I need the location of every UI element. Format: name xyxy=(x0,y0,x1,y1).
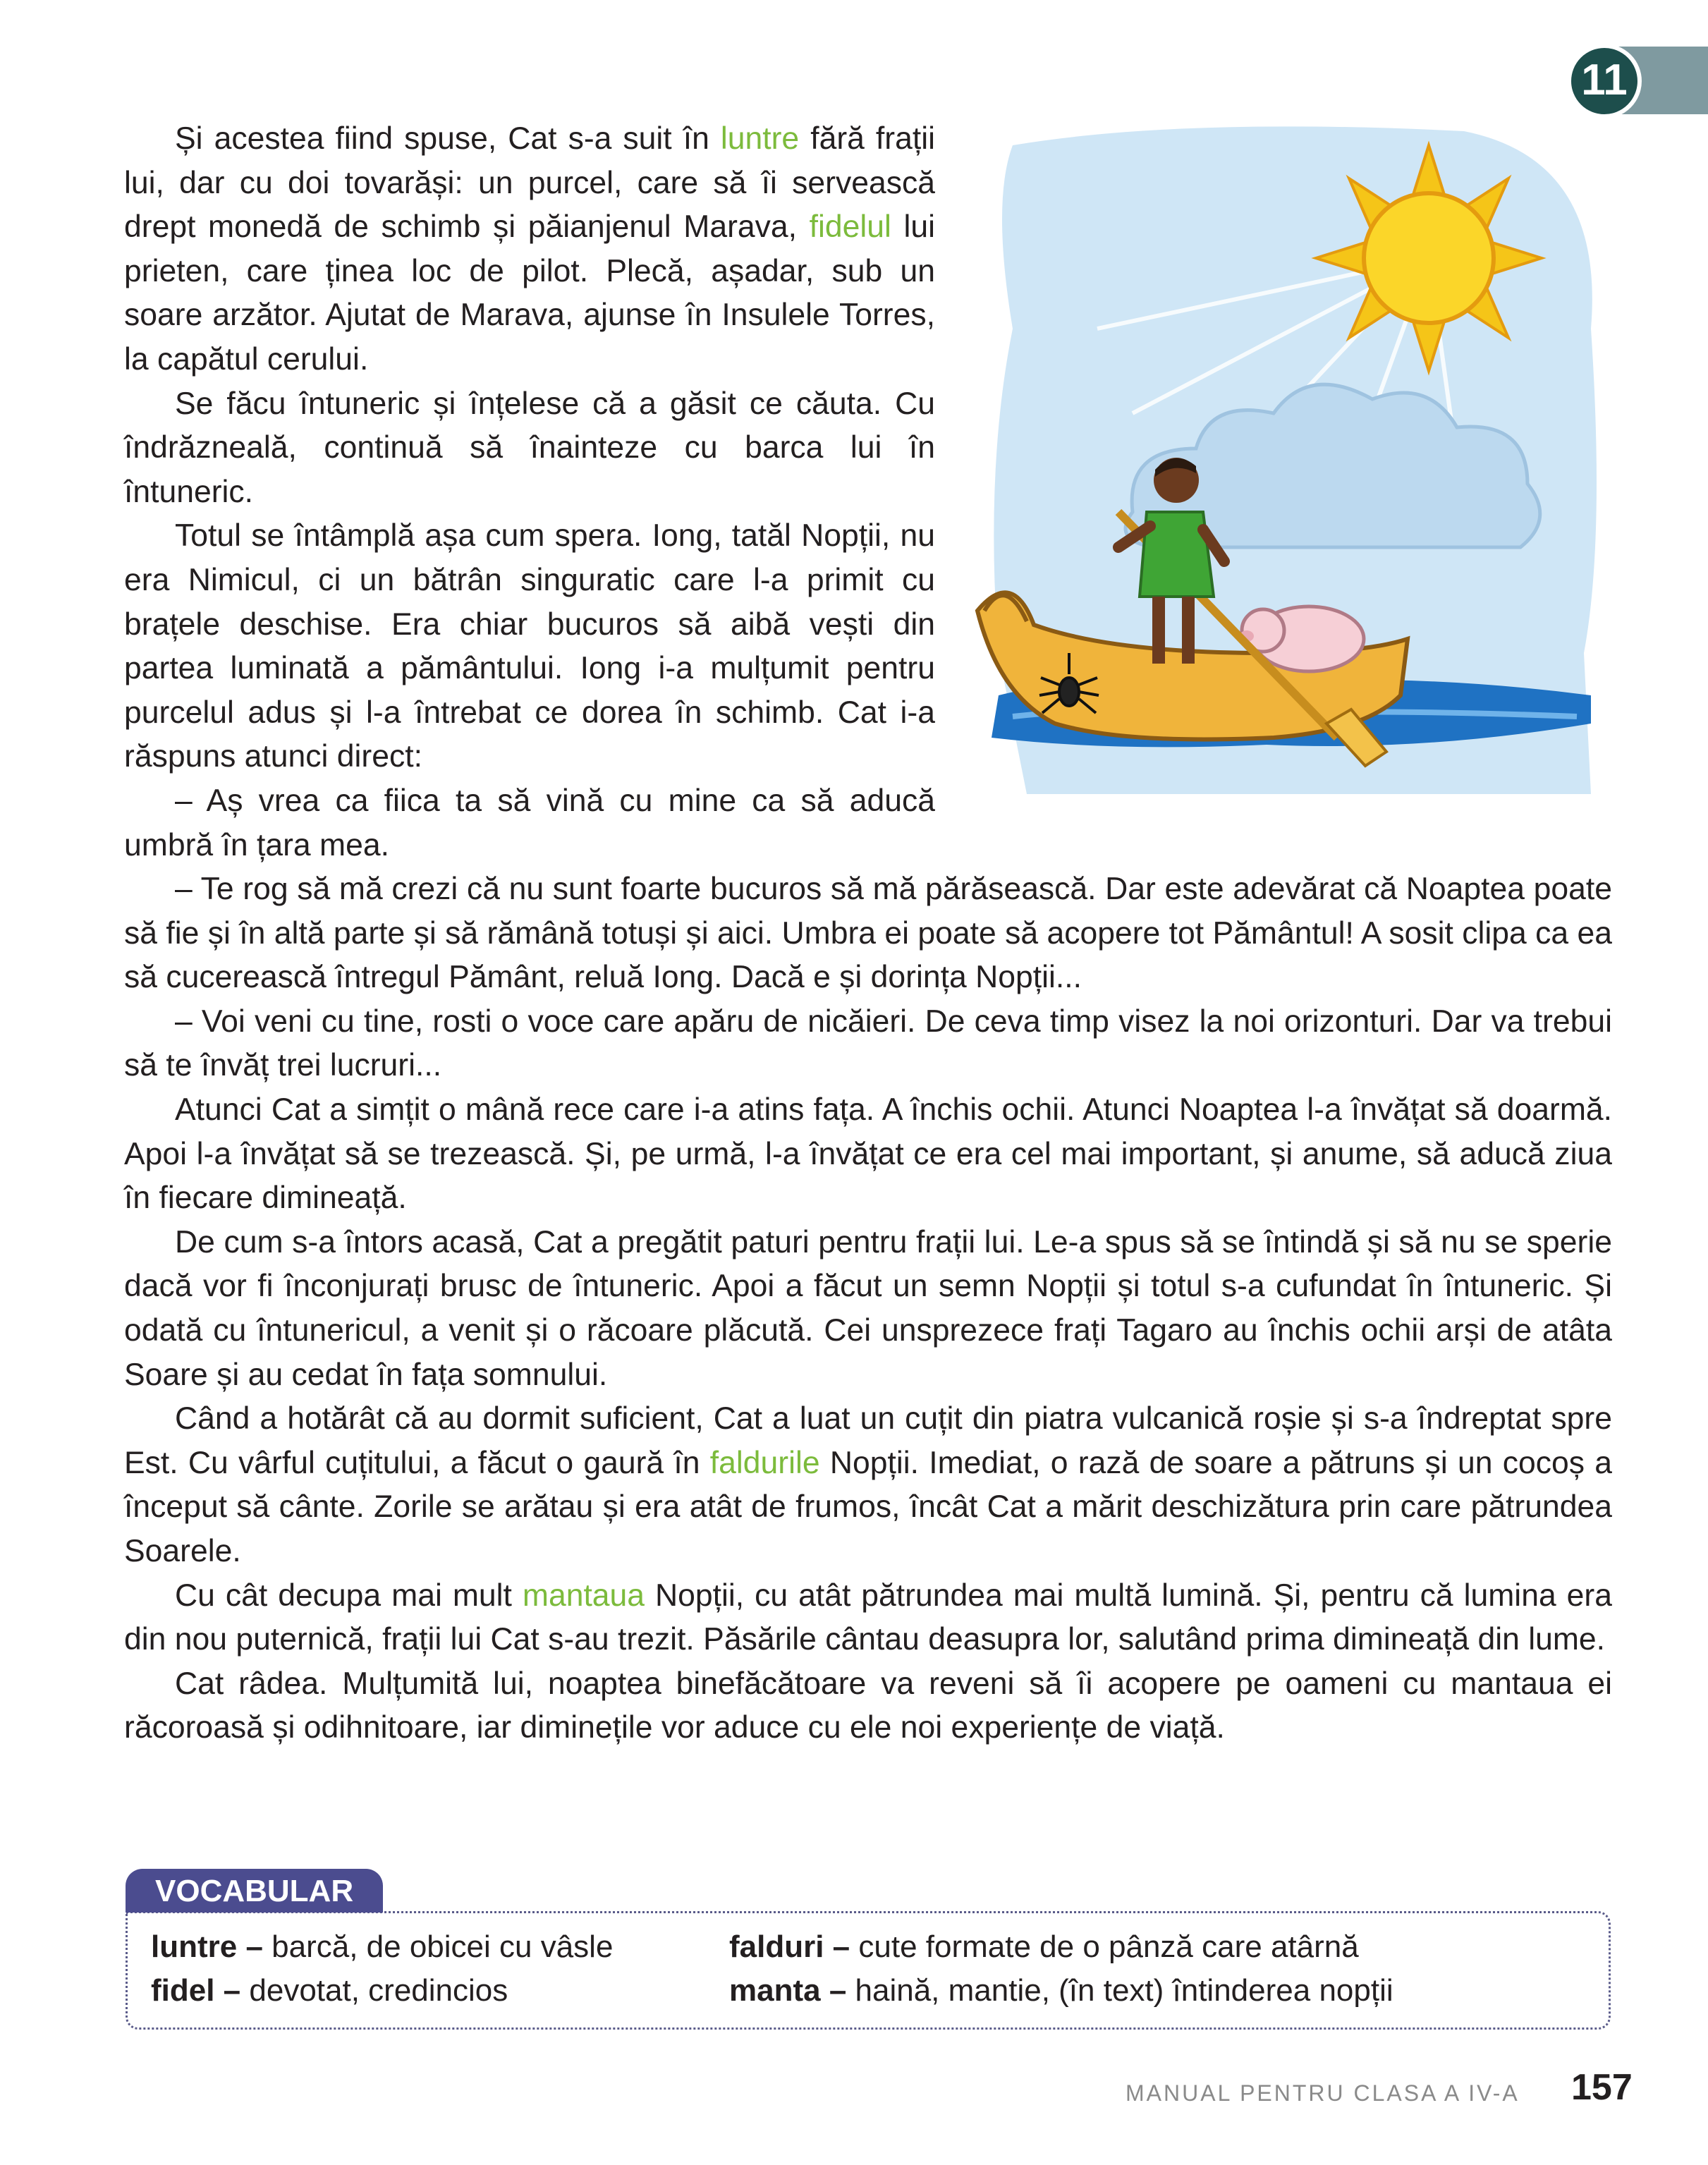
vocab-item-manta: manta – haină, mantie, (în text) întinderea nopții xyxy=(729,1973,1393,2008)
footer-manual-label: MANUAL PENTRU CLASA A IV-A xyxy=(1126,2080,1520,2106)
boat-scene-image xyxy=(970,117,1612,865)
lesson-number-badge: 11 xyxy=(1567,44,1642,118)
glossary-word-luntre: luntre xyxy=(720,121,800,156)
paragraph-10: Cu cât decupa mai mult mantaua Nopții, cu atât pătrundea mai multă lumină. Și, pentru că lumina era din nou puternică, frații lui Cat s-au trezit. Păsările cântau deasupra lor, salutând prima dimineață din lume. xyxy=(124,1578,1612,1657)
dialogue-line-1: – Aș vrea ca fiica ta să vină cu mine ca să aducă umbră în țara mea. xyxy=(124,783,935,862)
story-illustration xyxy=(970,117,1612,865)
page-number: 157 xyxy=(1571,2067,1633,2108)
vocab-item-luntre: luntre – barcă, de obicei cu vâsle xyxy=(151,1929,614,1964)
paragraph-9: Când a hotărât că au dormit suficient, Cat a luat un cuțit din piatra vulcanică roșie și s-a îndreptat spre Est. Cu vârful cuțitului, a făcut o gaură în faldurile Nopții. Imediat, o rază de soare a pătruns și un cocoș a început să cânte. Zorile se arătau și era atât de frumos, încât Cat a mărit deschizătura prin care pătrundea Soarele. xyxy=(124,1401,1612,1568)
vocab-item-fidel: fidel – devotat, credincios xyxy=(151,1973,508,2008)
vocab-item-falduri: falduri – cute formate de o pânză care atârnă xyxy=(729,1929,1359,1964)
dialogue-line-2: – Te rog să mă crezi că nu sunt foarte bucuros să mă părăsească. Dar este adevărat că Noaptea poate să fie și în altă parte și să rămână totuși și aici. Umbra ei poate să acopere tot Pământul! A sosit clipa ca ea să cucerească întregul Pământ, reluă Iong. Dacă e și dorința Nopții... xyxy=(124,872,1612,995)
glossary-word-fidelul: fidelul xyxy=(809,209,891,245)
glossary-word-mantaua: mantaua xyxy=(522,1578,645,1613)
paragraph-8: De cum s-a întors acasă, Cat a pregătit paturi pentru frații lui. Le-a spus să se întindă și să nu se sperie dacă vor fi înconjurați brusc de întuneric. Apoi a făcut un semn Nopții și totul s-a cufundat în întuneric. Și odată cu întunericul, a venit și o răcoare plăcută. Cei unsprezece frați Tagaro au închis ochii arși de atâta Soare și au cedat în fața somnului. xyxy=(124,1224,1612,1392)
paragraph-2: Se făcu întuneric și înțelese că a găsit ce căuta. Cu îndrăzneală, continuă să înainteze cu barca lui în întuneric. xyxy=(124,386,935,509)
glossary-word-faldurile: faldurile xyxy=(709,1445,820,1480)
story-text xyxy=(124,117,1612,1750)
vocabulary-title: VOCABULAR xyxy=(126,1869,383,1913)
paragraph-1: Și acestea fiind spuse, Cat s-a suit în luntre fără frații lui, dar cu doi tovarăși: un purcel, care să îi servească drept monedă de schimb și păianjenul Marava, fidelul lui prieten, care ținea loc de pilot. Plecă, așadar, sub un soare arzător. Ajutat de Marava, ajunse în Insulele Torres, la capătul cerului. xyxy=(124,121,935,377)
paragraph-11: Cat râdea. Mulțumită lui, noaptea binefăcătoare va reveni să îi acopere pe oameni cu mantaua ei răcoroasă și odihnitoare, iar diminețile vor aduce cu ele noi experiențe de viață. xyxy=(124,1666,1612,1745)
dialogue-line-3: – Voi veni cu tine, rosti o voce care apăru de nicăieri. De ceva timp visez la noi orizonturi. Dar va trebui să te învăț trei lucruri... xyxy=(124,1004,1612,1083)
paragraph-7: Atunci Cat a simțit o mână rece care i-a atins fața. A închis ochii. Atunci Noaptea l-a învățat să doarmă. Apoi l-a învățat să se trezească. Și, pe urmă, l-a învățat ce era cel mai important, și anume, să aducă ziua în fiecare dimineață. xyxy=(124,1092,1612,1216)
paragraph-3: Totul se întâmplă așa cum spera. Iong, tatăl Nopții, nu era Nimicul, ci un bătrân singuratic care l-a primit cu brațele deschise. Era chiar bucuros să aibă vești din partea luminată a pământului. Iong i-a mulțumit pentru purcelul adus și l-a întrebat ce dorea în schimb. Cat i-a răspuns atunci direct: xyxy=(124,518,935,774)
